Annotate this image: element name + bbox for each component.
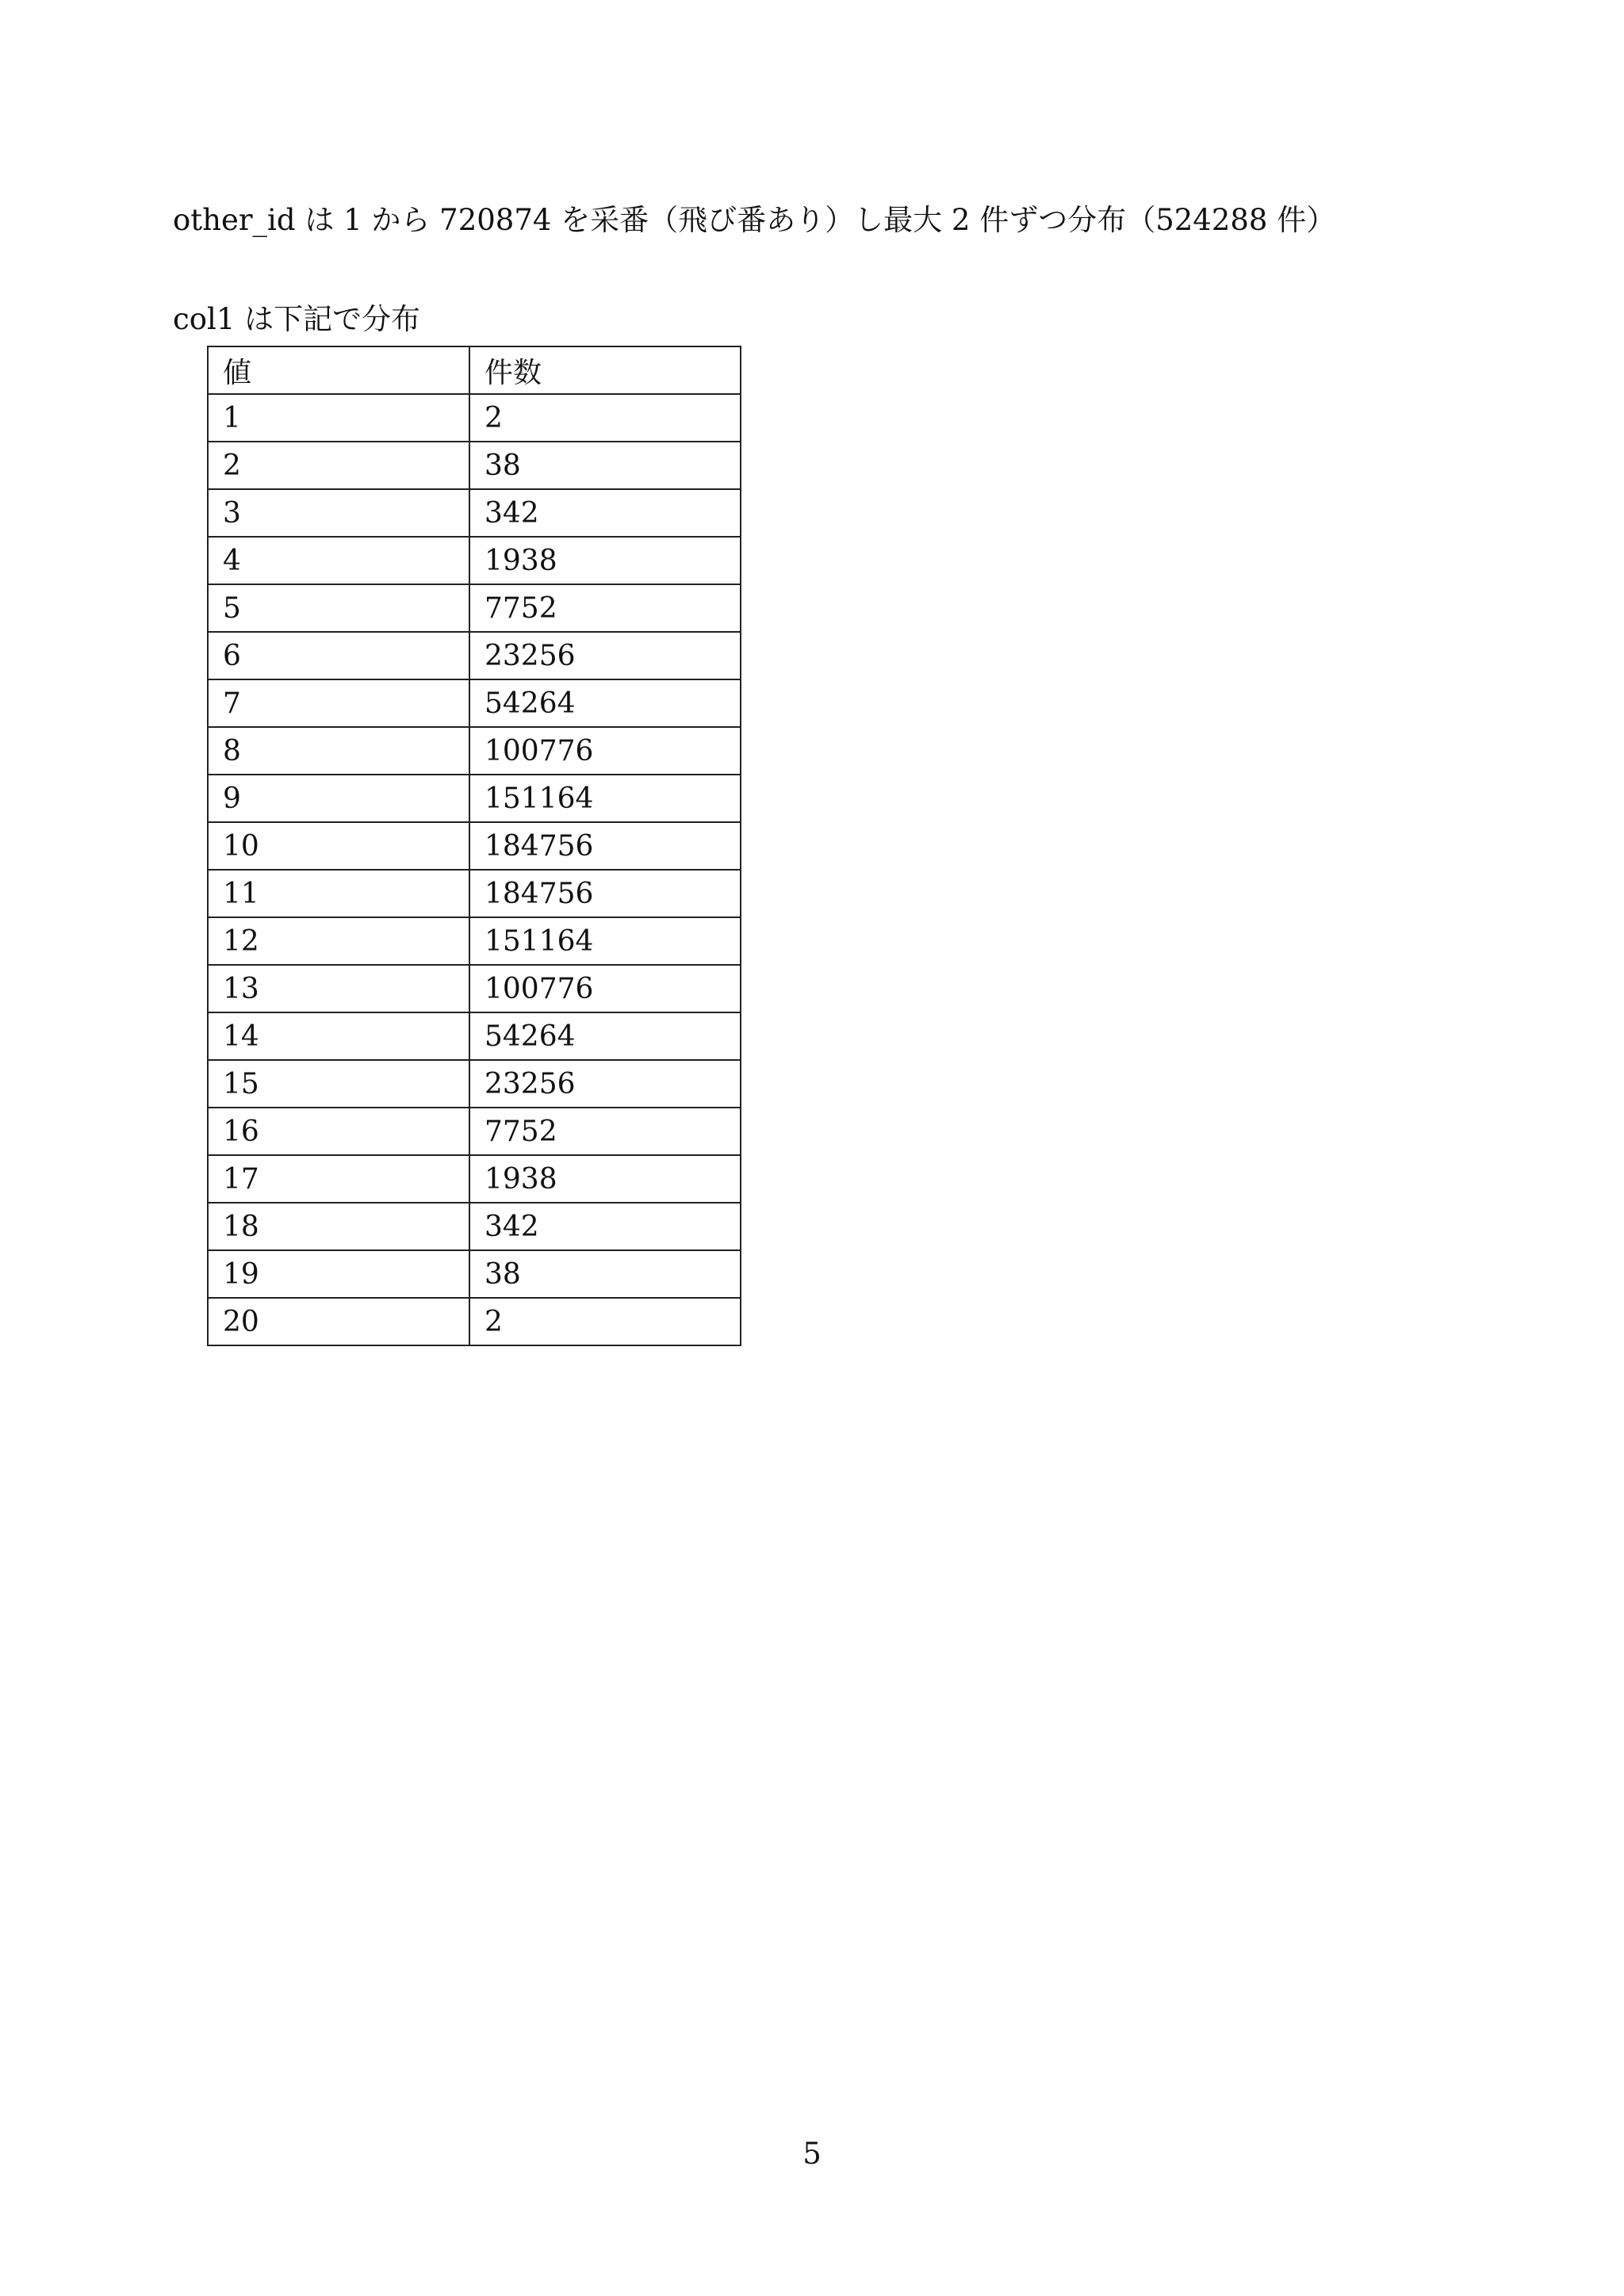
table-row — [208, 1060, 741, 1108]
table-row — [208, 870, 741, 917]
cell-count: 7752 — [469, 1108, 741, 1155]
table-row — [208, 727, 741, 775]
cell-value: 18 — [208, 1203, 469, 1250]
cell-value: 17 — [208, 1155, 469, 1203]
cell-count: 2 — [469, 1298, 741, 1345]
cell-count: 38 — [469, 442, 741, 489]
paragraph-col1: col1 は下記で分布 — [173, 302, 421, 336]
table-row — [208, 632, 741, 679]
cell-value: 16 — [208, 1108, 469, 1155]
table-row — [208, 537, 741, 584]
table-row — [208, 1203, 741, 1250]
table-row — [208, 1250, 741, 1298]
cell-count: 151164 — [469, 917, 741, 965]
table-row — [208, 1298, 741, 1345]
cell-value: 1 — [208, 394, 469, 442]
cell-value: 14 — [208, 1012, 469, 1060]
cell-count: 100776 — [469, 965, 741, 1012]
cell-count: 184756 — [469, 822, 741, 870]
table-row — [208, 679, 741, 727]
cell-value: 9 — [208, 775, 469, 822]
cell-count: 54264 — [469, 1012, 741, 1060]
cell-value: 19 — [208, 1250, 469, 1298]
cell-value: 13 — [208, 965, 469, 1012]
cell-value: 12 — [208, 917, 469, 965]
table-row — [208, 822, 741, 870]
cell-count: 38 — [469, 1250, 741, 1298]
cell-value: 11 — [208, 870, 469, 917]
page-number: 5 — [802, 2137, 822, 2171]
cell-value: 20 — [208, 1298, 469, 1345]
table-row — [208, 442, 741, 489]
cell-count: 7752 — [469, 584, 741, 632]
cell-value: 5 — [208, 584, 469, 632]
cell-count: 23256 — [469, 632, 741, 679]
cell-count: 100776 — [469, 727, 741, 775]
cell-count: 54264 — [469, 679, 741, 727]
cell-value: 2 — [208, 442, 469, 489]
cell-count: 1938 — [469, 1155, 741, 1203]
cell-count: 342 — [469, 489, 741, 537]
header-count: 件数 — [469, 346, 741, 394]
distribution-table — [207, 346, 741, 1346]
table-header-row — [208, 346, 741, 394]
table-row — [208, 394, 741, 442]
table-row — [208, 584, 741, 632]
cell-value: 4 — [208, 537, 469, 584]
cell-value: 15 — [208, 1060, 469, 1108]
cell-value: 7 — [208, 679, 469, 727]
cell-value: 3 — [208, 489, 469, 537]
cell-count: 342 — [469, 1203, 741, 1250]
cell-value: 8 — [208, 727, 469, 775]
table-row — [208, 775, 741, 822]
cell-count: 2 — [469, 394, 741, 442]
table-row — [208, 917, 741, 965]
paragraph-other-id: other_id は 1 から 720874 を采番（飛び番あり）し最大 2 件ずつ分布（524288 件） — [173, 203, 1336, 237]
table-row — [208, 1155, 741, 1203]
cell-count: 23256 — [469, 1060, 741, 1108]
cell-count: 151164 — [469, 775, 741, 822]
cell-count: 184756 — [469, 870, 741, 917]
cell-value: 10 — [208, 822, 469, 870]
table-row — [208, 965, 741, 1012]
table-row — [208, 1108, 741, 1155]
header-value: 値 — [208, 346, 469, 394]
table-body — [208, 346, 741, 1345]
table-row — [208, 1012, 741, 1060]
cell-value: 6 — [208, 632, 469, 679]
cell-count: 1938 — [469, 537, 741, 584]
table-row — [208, 489, 741, 537]
